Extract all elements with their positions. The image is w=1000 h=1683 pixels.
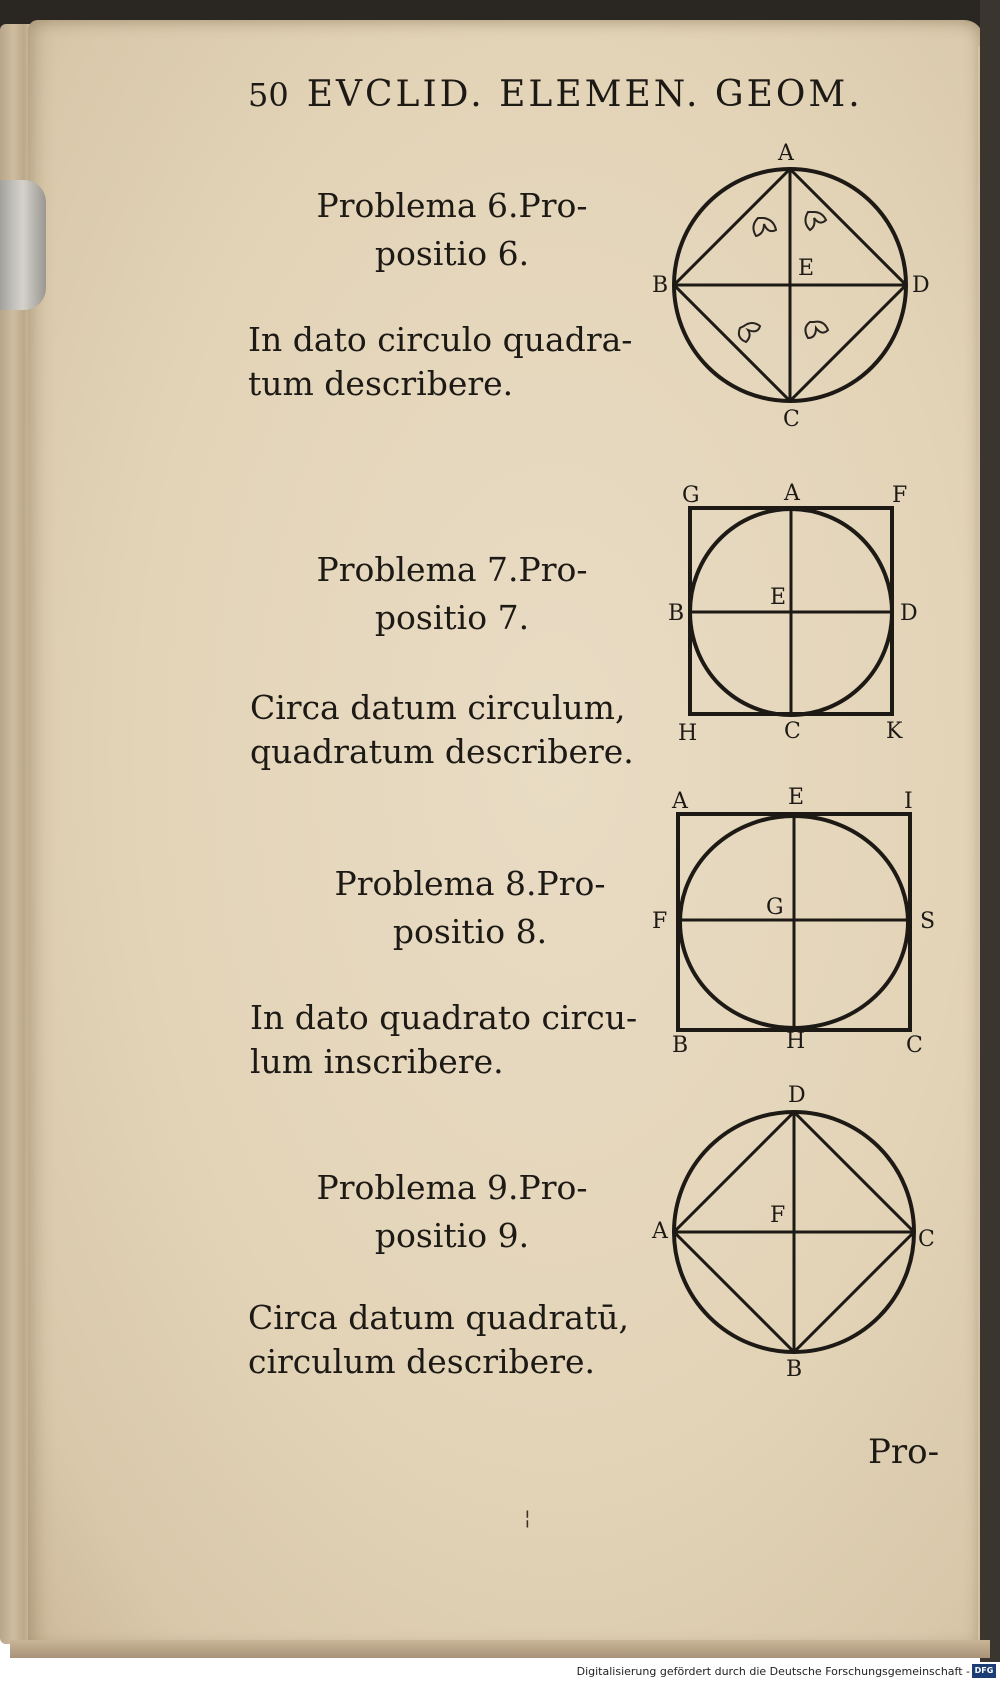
figure-8-label-top: E: [788, 785, 805, 810]
problem-8-heading-line1: Problema 8.Pro-: [334, 864, 606, 903]
problem-9-heading: [272, 1164, 632, 1260]
digitization-credit: Digitalisierung gefördert durch die Deutsche Forschungsgemeinschaft -: [576, 1665, 970, 1678]
problem-8-text-line2: lum inscribere.: [250, 1042, 504, 1081]
problem-6-text-line2: tum describere.: [248, 364, 514, 403]
figure-9-label-bottom: B: [786, 1357, 803, 1382]
problem-7-heading-line1: Problema 7.Pro-: [316, 550, 588, 589]
figure-8-label-right: S: [920, 909, 936, 934]
figure-7-label-top-right: F: [892, 483, 908, 508]
figure-7-label-top-left: G: [682, 483, 700, 508]
figure-9-circumscribed-circle: [650, 1083, 940, 1386]
figure-8-label-bottom-right: C: [906, 1033, 923, 1058]
problem-8-heading-line2: positio 8.: [392, 912, 548, 951]
page-number: 50: [248, 76, 289, 114]
figure-7-label-top: A: [784, 481, 800, 506]
figure-8-label-center: G: [766, 895, 784, 920]
catchword: Pro-: [868, 1432, 940, 1472]
problem-8-text-line1: In dato quadrato circu-: [250, 998, 638, 1037]
figure-9-label-right: C: [918, 1227, 935, 1252]
problem-9-text-line1: Circa datum quadratū,: [248, 1298, 629, 1337]
problem-8-text: [250, 996, 650, 1084]
problem-9-heading-line1: Problema 9.Pro-: [316, 1168, 588, 1207]
problem-6-text-line1: In dato circulo quadra-: [248, 320, 633, 359]
problem-7-text-line1: Circa datum circulum,: [250, 688, 626, 727]
figure-9-label-center: F: [770, 1203, 786, 1228]
running-head: [248, 74, 863, 115]
problem-6-heading-line1: Problema 6.Pro-: [316, 186, 588, 225]
figure-7-circumscribed-square: [660, 480, 930, 750]
figure-7-label-left: B: [668, 601, 685, 626]
problem-6-heading-line2: positio 6.: [374, 234, 530, 273]
running-head-title: EVCLID. ELEMEN. GEOM.: [306, 74, 863, 115]
problem-8-heading: [290, 860, 650, 956]
scan-border-right: [980, 0, 1000, 1683]
figure-6-inscribed-square: [640, 140, 930, 430]
figure-7-label-bottom: C: [784, 719, 801, 744]
problem-7-heading-line2: positio 7.: [374, 598, 530, 637]
figure-8-inscribed-circle: [650, 785, 940, 1070]
page-clip: [0, 180, 46, 310]
page-mark: ¦: [524, 1505, 531, 1529]
figure-6-label-center: E: [798, 256, 815, 281]
figure-7-label-right: D: [900, 601, 918, 626]
problem-9-heading-line2: positio 9.: [374, 1216, 530, 1255]
page-stack-bottom-edge: [10, 1640, 990, 1658]
figure-8-label-top-right: I: [904, 789, 913, 814]
problem-7-text: [250, 686, 650, 774]
figure-8-label-bottom-left: B: [672, 1033, 689, 1058]
figure-7-label-bottom-left: H: [678, 721, 698, 746]
figure-8-label-bottom: H: [786, 1029, 806, 1054]
figure-6-label-bottom: C: [783, 407, 800, 432]
figure-6-leaf-ornaments: [739, 212, 828, 342]
figure-6-label-top: A: [778, 141, 794, 166]
figure-9-label-left: A: [652, 1219, 668, 1244]
figure-8-label-left: F: [652, 909, 668, 934]
problem-6-heading: [272, 182, 632, 278]
figure-6-label-right: D: [912, 273, 930, 298]
problem-7-text-line2: quadratum describere.: [250, 732, 634, 771]
figure-7-label-center: E: [770, 585, 787, 610]
problem-9-text-line2: circulum describere.: [248, 1342, 595, 1381]
dfg-logo: DFG: [972, 1664, 996, 1678]
figure-6-label-left: B: [652, 273, 669, 298]
figure-8-label-top-left: A: [672, 789, 688, 814]
problem-7-heading: [272, 546, 632, 642]
figure-7-label-bottom-right: K: [886, 719, 903, 744]
problem-6-text: [248, 318, 648, 406]
problem-9-text: [248, 1296, 648, 1384]
figure-9-label-top: D: [788, 1083, 806, 1108]
